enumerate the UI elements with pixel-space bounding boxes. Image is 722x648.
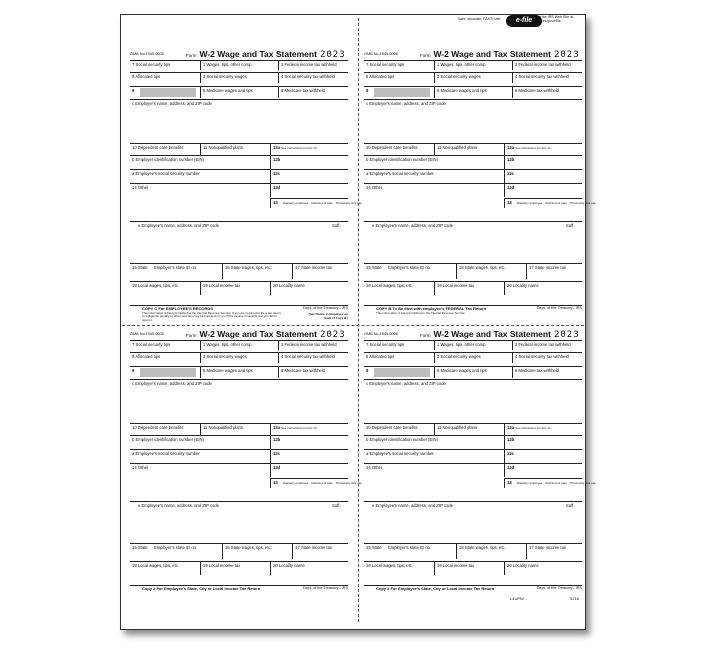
box-b[interactable]: b Employer identification number (EIN) [132,157,204,162]
box-13-retirement: Retirement plan [545,481,567,485]
box-12a-label: 12a [273,145,280,150]
w2-form-copy-2 [352,47,596,337]
box-13-retirement: Retirement plan [311,481,333,485]
box-a[interactable]: a Employee's social security number [366,451,434,456]
box-1[interactable]: 1 Wages, tips, other comp. [434,341,512,350]
row-3 [364,366,582,378]
row-a [364,449,582,463]
row-1 [364,60,582,70]
box-9 [130,87,200,98]
box-15[interactable]: 15 State [132,265,148,270]
row-10 [130,143,348,155]
box-14[interactable]: 14 Other [132,465,149,470]
box-3[interactable]: 3 Social security wages [434,353,512,363]
box-2[interactable]: 2 Federal income tax withheld [278,61,348,70]
box-12b[interactable]: 12b [504,156,582,169]
box-14[interactable]: 14 Other [366,465,383,470]
box-10[interactable]: 10 Dependent care benefits [132,425,184,430]
box-2[interactable]: 2 Federal income tax withheld [278,341,348,350]
box-11[interactable]: 11 Nonqualified plans [200,424,270,435]
row-15 [364,543,582,559]
box-11[interactable]: 11 Nonqualified plans [434,424,504,435]
box-8[interactable]: 8 Allocated tips [366,354,395,359]
box-7[interactable]: 7 Social security tips [132,342,171,347]
box-2[interactable]: 2 Federal income tax withheld [512,341,582,350]
row-c [364,379,582,423]
row-10 [130,423,348,435]
box-13-label: 13 [507,200,512,205]
row-b [130,435,348,449]
form-title-text: W-2 Wage and Tax Statement [433,329,551,339]
omb-number: OMB No.1545-0008 [130,332,164,336]
row-a [130,169,348,183]
box-a[interactable]: a Employee's social security number [132,171,200,176]
box-12c[interactable]: 12c [504,450,582,463]
box-12d[interactable]: 12d [270,464,348,477]
box-20[interactable]: 20 Locality name [270,562,348,575]
copy-note: This information is being furnished to the Internal Revenue Service [376,311,465,315]
row-2 [364,72,582,83]
row-c [130,379,348,423]
box-13-statutory: Statutory employee [282,201,309,205]
row-a [130,449,348,463]
box-5[interactable]: 5 Medicare wages and tips [434,87,512,98]
box-17[interactable]: 17 State income tax [526,544,582,559]
box-12b[interactable]: 12b [270,156,348,169]
row-18 [130,561,348,575]
row-10 [364,143,582,155]
box-18[interactable]: 18 Local wages, tips, etc. [366,283,414,288]
row-c [130,99,348,143]
row-14 [130,463,362,501]
form-title-text: W-2 Wage and Tax Statement [199,49,317,59]
row-2 [364,352,582,363]
box-13[interactable] [504,478,596,488]
box-c[interactable]: c Employer's name, address, and ZIP code [132,101,212,106]
copy-footer [130,585,348,599]
box-e-suffix: Suff. [332,503,341,508]
box-13-label: 13 [507,480,512,485]
box-12b[interactable]: 12b [504,436,582,449]
form-word: Form [420,53,431,58]
row-b [364,435,582,449]
copy-footer [364,305,582,319]
box-12a-note: See instructions for box 12 [515,146,551,150]
row-1 [364,340,582,350]
row-b [364,155,582,169]
box-4[interactable]: 4 Social security tax withheld [512,73,582,83]
box-12a[interactable] [270,144,348,155]
box-3[interactable]: 3 Social security wages [200,73,278,83]
box-10[interactable]: 10 Dependent care benefits [132,145,184,150]
box-5[interactable]: 5 Medicare wages and tips [200,87,278,98]
box-12a[interactable] [270,424,348,435]
box-16[interactable]: 16 State wages, tips, etc. [456,544,526,559]
box-12c[interactable]: 12c [270,450,348,463]
box-9 [364,87,434,98]
row-3 [364,86,582,98]
row-14 [130,183,362,221]
box-20[interactable]: 20 Locality name [504,562,582,575]
box-8[interactable]: 8 Allocated tips [366,74,395,79]
dept-treasury: Dept. of the Treasury - IRS [536,306,582,310]
box-13-retirement: Retirement plan [311,201,333,205]
row-e [364,221,582,263]
box-11[interactable]: 11 Nonqualified plans [434,144,504,155]
row-10 [364,423,582,435]
row-c [364,99,582,143]
box-12a[interactable] [504,144,582,155]
omb-number: OMB No.1545-0008 [130,52,164,56]
box-e[interactable]: e Employee's name, address, and ZIP code [372,503,454,508]
box-12a-note: See instructions for box 12 [281,426,317,430]
box-13-sickpay: Third-party sick pay [569,481,596,485]
box-16[interactable]: 16 State wages, tips, etc. [222,264,292,279]
box-c[interactable]: c Employer's name, address, and ZIP code [366,101,446,106]
form-word: Form [186,53,197,58]
box-6[interactable]: 6 Medicare tax withheld [512,87,582,98]
box-13-statutory: Statutory employee [282,481,309,485]
copy-label: Copy 2 For Employee's State, City or Local Income Tax Return [376,586,495,591]
box-15[interactable]: 15 State [366,265,382,270]
box-9-shade [140,88,196,97]
row-e [130,501,348,543]
box-20[interactable]: 20 Locality name [270,282,348,295]
omb-number: OMB No.1545-0008 [364,332,398,336]
row-15 [130,263,348,279]
form-code-right: 5216 [570,596,579,601]
box-12a-note: See instructions for box 12 [281,146,317,150]
box-7[interactable]: 7 Social security tips [366,62,405,67]
form-word: Form [420,333,431,338]
form-code-left: L4UPW [510,596,524,601]
box-7[interactable]: 7 Social security tips [132,62,171,67]
box-13-label: 13 [273,200,278,205]
form-title [186,49,346,60]
box-19[interactable]: 19 Local income tax [200,282,270,295]
box-15-state-id[interactable]: Employer's state ID no. [154,545,198,550]
irs-website-note: Visit the IRS Web Site at www.irs.gov/efile. [534,15,574,23]
row-18 [364,561,582,575]
box-3[interactable]: 3 Social security wages [200,353,278,363]
box-12a[interactable] [504,424,582,435]
box-e-suffix: Suff. [566,503,575,508]
w2-form-copy-3 [118,327,362,617]
box-13[interactable] [270,478,362,488]
row-2 [130,352,348,363]
box-15-state-id[interactable]: Employer's state ID no. [154,265,198,270]
box-e-suffix: Suff. [566,223,575,228]
box-18[interactable]: 18 Local wages, tips, etc. [132,283,180,288]
box-16[interactable]: 16 State wages, tips, etc. [456,264,526,279]
box-12c[interactable]: 12c [504,170,582,183]
box-9-label: 9 [366,368,369,373]
box-13-sickpay: Third-party sick pay [335,201,362,205]
row-e [130,221,348,263]
box-9-shade [374,88,430,97]
box-15[interactable]: 15 State [366,545,382,550]
box-6[interactable]: 6 Medicare tax withheld [278,367,348,378]
box-8[interactable]: 8 Allocated tips [132,74,161,79]
box-8[interactable]: 8 Allocated tips [132,354,161,359]
box-12d[interactable]: 12d [270,184,348,197]
box-4[interactable]: 4 Social security tax withheld [278,73,348,83]
box-e[interactable]: e Employee's name, address, and ZIP code [372,223,454,228]
w2-form-copy-4 [352,327,596,617]
row-14 [364,463,596,501]
form-word: Form [186,333,197,338]
box-17[interactable]: 17 State income tax [292,264,348,279]
form-year: 2023 [319,330,346,340]
row-3 [130,366,348,378]
omb-number: OMB No.1545-0008 [364,52,398,56]
box-c[interactable]: c Employer's name, address, and ZIP code [366,381,446,386]
dept-treasury: Dept. of the Treasury - IRS [302,586,348,590]
box-c[interactable]: c Employer's name, address, and ZIP code [132,381,212,386]
copy-see-notice: (See Notice to Employee on back of Copy B.) [308,312,348,320]
copy-label: COPY B To Be filed with employee's FEDERAL Tax Return [376,306,487,311]
efile-badge: e-file [506,15,542,27]
box-16[interactable]: 16 State wages, tips, etc. [222,544,292,559]
box-5[interactable]: 5 Medicare wages and tips [434,367,512,378]
box-6[interactable]: 6 Medicare tax withheld [278,87,348,98]
row-a [364,169,582,183]
box-17[interactable]: 17 State income tax [292,544,348,559]
copy-note: This information is being furnished to the Internal Revenue Service. If you are required to file a tax return, a negligence penalty or other sanction may be imposed on you if this income is taxable and you fail to report it. [142,311,282,322]
box-12d[interactable]: 12d [504,464,582,477]
box-2[interactable]: 2 Federal income tax withheld [512,61,582,70]
box-17[interactable]: 17 State income tax [526,264,582,279]
form-title [420,329,580,340]
copy-label: COPY C For EMPLOYEE'S RECORDS [142,306,213,311]
box-11[interactable]: 11 Nonqualified plans [200,144,270,155]
box-19[interactable]: 19 Local income tax [200,562,270,575]
box-12a-label: 12a [507,425,514,430]
form-year: 2023 [319,50,346,60]
row-1 [130,340,348,350]
box-13[interactable] [504,198,596,208]
box-7[interactable]: 7 Social security tips [366,342,405,347]
box-15[interactable]: 15 State [132,545,148,550]
box-13-label: 13 [273,480,278,485]
box-12a-label: 12a [273,425,280,430]
box-9 [130,367,200,378]
box-b[interactable]: b Employer identification number (EIN) [366,437,438,442]
box-18[interactable]: 18 Local wages, tips, etc. [132,563,180,568]
form-title-text: W-2 Wage and Tax Statement [199,329,317,339]
row-b [130,155,348,169]
box-19[interactable]: 19 Local income tax [434,282,504,295]
box-a[interactable]: a Employee's social security number [366,171,434,176]
box-4[interactable]: 4 Social security tax withheld [278,353,348,363]
box-12d[interactable]: 12d [504,184,582,197]
box-13-sickpay: Third-party sick pay [335,481,362,485]
box-12a-note: See instructions for box 12 [515,426,551,430]
box-10[interactable]: 10 Dependent care benefits [366,425,418,430]
row-14 [364,183,596,221]
box-1[interactable]: 1 Wages, tips, other comp. [200,61,278,70]
box-9-label: 9 [132,88,135,93]
form-year: 2023 [553,330,580,340]
box-18[interactable]: 18 Local wages, tips, etc. [366,563,414,568]
box-10[interactable]: 10 Dependent care benefits [366,145,418,150]
row-e [364,501,582,543]
w2-form-copy-1 [118,47,362,337]
box-13[interactable] [270,198,362,208]
box-14[interactable]: 14 Other [132,185,149,190]
row-2 [130,72,348,83]
box-9-label: 9 [366,88,369,93]
row-15 [364,263,582,279]
box-3[interactable]: 3 Social security wages [434,73,512,83]
box-e-suffix: Suff. [332,223,341,228]
box-9 [364,367,434,378]
form-title-text: W-2 Wage and Tax Statement [433,49,551,59]
box-13-statutory: Statutory employee [516,481,543,485]
box-9-shade [374,368,430,377]
box-12c[interactable]: 12c [270,170,348,183]
row-1 [130,60,348,70]
box-6[interactable]: 6 Medicare tax withheld [512,367,582,378]
box-1[interactable]: 1 Wages, tips, other comp. [200,341,278,350]
box-15-state-id[interactable]: Employer's state ID no. [388,265,432,270]
row-18 [364,281,582,295]
box-1[interactable]: 1 Wages, tips, other comp. [434,61,512,70]
form-year: 2023 [553,50,580,60]
box-19[interactable]: 19 Local income tax [434,562,504,575]
copy-footer [130,305,348,322]
box-9-shade [140,368,196,377]
box-b[interactable]: b Employer identification number (EIN) [132,437,204,442]
dept-treasury: Dept. of the Treasury - IRS [536,586,582,590]
box-13-statutory: Statutory employee [516,201,543,205]
box-b[interactable]: b Employer identification number (EIN) [366,157,438,162]
box-a[interactable]: a Employee's social security number [132,451,200,456]
box-e[interactable]: e Employee's name, address, and ZIP code [138,503,220,508]
row-18 [130,281,348,295]
box-14[interactable]: 14 Other [366,185,383,190]
box-13-retirement: Retirement plan [545,201,567,205]
box-5[interactable]: 5 Medicare wages and tips [200,367,278,378]
dept-treasury: Dept. of the Treasury - IRS [302,306,348,310]
copy-label: Copy 2 For Employee's State, City or Local Income Tax Return [142,586,261,591]
form-title [186,329,346,340]
row-3 [130,86,348,98]
efile-text: Safe, accurate, FAST! Use [458,17,501,21]
box-9-label: 9 [132,368,135,373]
box-12a-label: 12a [507,145,514,150]
row-15 [130,543,348,559]
form-title [420,49,580,60]
box-13-sickpay: Third-party sick pay [569,201,596,205]
box-4[interactable]: 4 Social security tax withheld [512,353,582,363]
box-15-state-id[interactable]: Employer's state ID no. [388,545,432,550]
box-12b[interactable]: 12b [270,436,348,449]
box-e[interactable]: e Employee's name, address, and ZIP code [138,223,220,228]
box-20[interactable]: 20 Locality name [504,282,582,295]
